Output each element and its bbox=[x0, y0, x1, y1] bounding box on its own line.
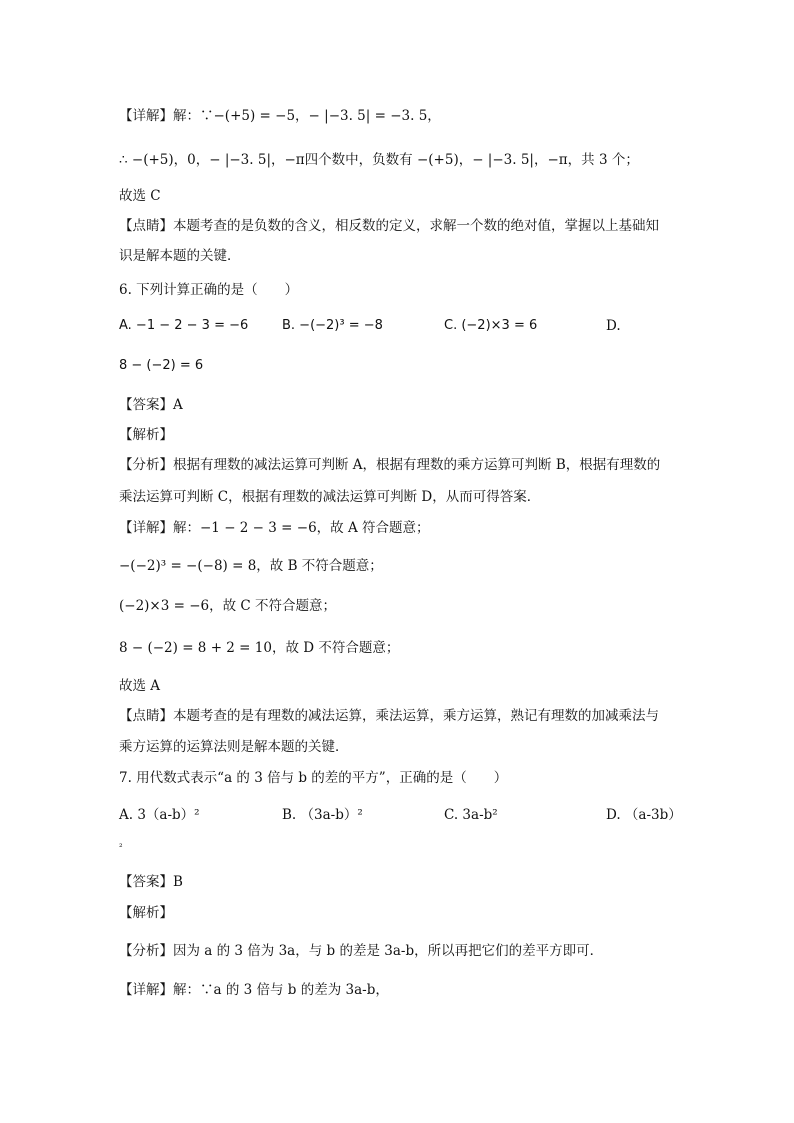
choice-a-line: 故选 A bbox=[119, 678, 161, 694]
analysis-6-line-1: 【分析】根据有理数的减法运算可判断 A，根据有理数的乘方运算可判断 B，根据有理数的 bbox=[119, 457, 661, 473]
detail-line-1: 【详解】解：∵−(+5) = −5，− |−3. 5| = −3. 5， bbox=[119, 108, 441, 124]
q7-option-d-exponent: ² bbox=[119, 843, 123, 853]
detail-6-line-1: 【详解】解：−1 − 2 − 3 = −6，故 A 符合题意； bbox=[119, 520, 430, 536]
detail-6-line-4: 8 − (−2) = 8 + 2 = 10，故 D 不符合题意； bbox=[119, 640, 400, 656]
q7-option-d: D. （a-3b） bbox=[606, 807, 682, 823]
analysis-7-heading: 【解析】 bbox=[119, 905, 173, 921]
analysis-6-line-2: 乘法运算可判断 C，根据有理数的减法运算可判断 D，从而可得答案． bbox=[119, 489, 541, 505]
analysis-6-heading: 【解析】 bbox=[119, 427, 173, 443]
comment-6-line-2: 乘方运算的运算法则是解本题的关键． bbox=[119, 739, 349, 755]
q6-option-d: D. bbox=[606, 318, 621, 334]
answer-6: 【答案】A bbox=[119, 397, 183, 413]
answer-7: 【答案】B bbox=[119, 874, 183, 890]
choice-c-line: 故选 C bbox=[119, 188, 161, 204]
q7-option-c: C. 3a-b² bbox=[444, 807, 498, 823]
detail-6-line-2: −(−2)³ = −(−8) = 8，故 B 不符合题意； bbox=[119, 558, 383, 574]
comment-line-1: 【点睛】本题考查的是负数的含义，相反数的定义，求解一个数的绝对值，掌握以上基础知 bbox=[119, 218, 659, 234]
q6-option-c: C. (−2)×3 = 6 bbox=[444, 318, 538, 333]
detail-6-line-3: (−2)×3 = −6，故 C 不符合题意； bbox=[119, 598, 337, 614]
q6-option-d-expr: 8 − (−2) = 6 bbox=[119, 358, 204, 373]
question-6: 6. 下列计算正确的是（ ） bbox=[119, 282, 299, 298]
question-7: 7. 用代数式表示“a 的 3 倍与 b 的差的平方”，正确的是（ ） bbox=[119, 770, 508, 786]
q6-option-a: A. −1 − 2 − 3 = −6 bbox=[119, 318, 249, 333]
detail-7-line: 【详解】解：∵a 的 3 倍与 b 的差为 3a-b， bbox=[119, 982, 389, 998]
q6-option-b: B. −(−2)³ = −8 bbox=[282, 318, 383, 333]
analysis-7-line: 【分析】因为 a 的 3 倍为 3a，与 b 的差是 3a-b，所以再把它们的差平方即可． bbox=[119, 943, 604, 959]
q7-option-b: B. （3a-b）² bbox=[282, 807, 363, 823]
comment-line-2: 识是解本题的关键． bbox=[119, 248, 241, 264]
detail-line-2: ∴ −(+5)，0，− |−3. 5|，−π四个数中，负数有 −(+5)，− |−3. 5|，−π，共 3 个； bbox=[119, 152, 639, 168]
q7-option-a: A. 3（a-b）² bbox=[119, 807, 200, 823]
comment-6-line-1: 【点睛】本题考查的是有理数的减法运算，乘法运算，乘方运算，熟记有理数的加减乘法与 bbox=[119, 708, 659, 724]
